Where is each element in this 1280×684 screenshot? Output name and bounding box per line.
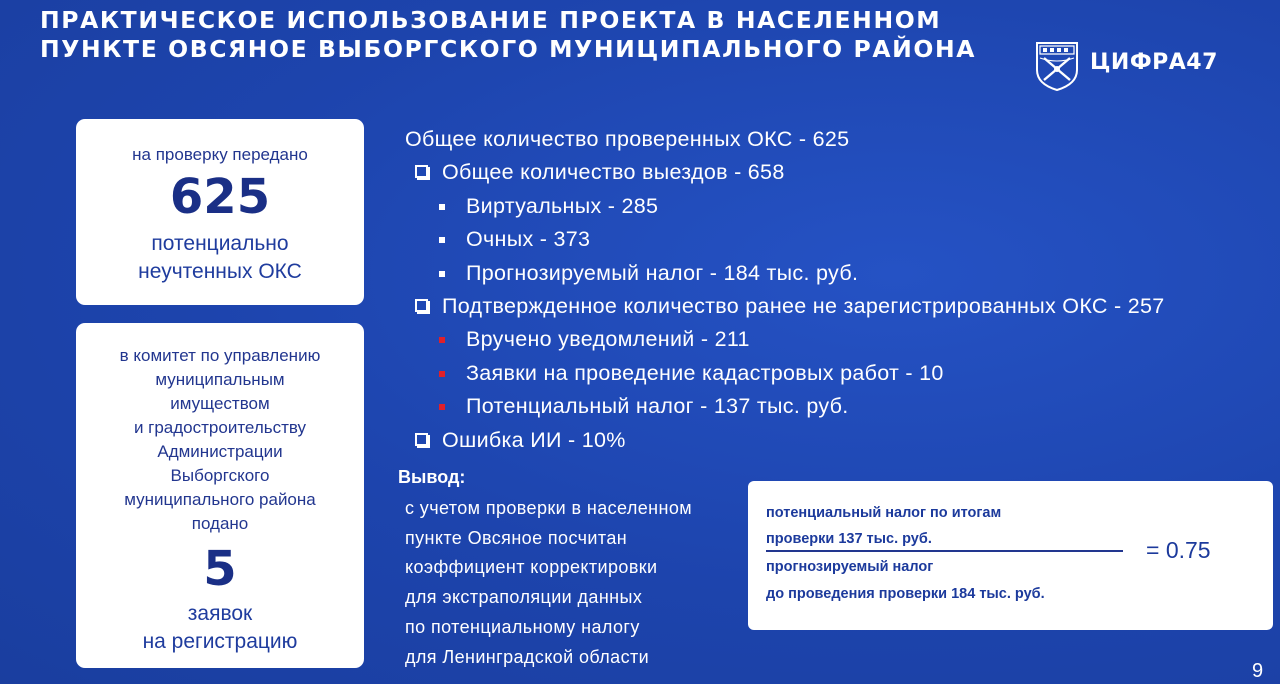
applications-caption-line: и градостроительству [133,418,307,437]
list-item-notices [405,323,1165,356]
applications-caption-line: муниципальным [155,370,285,389]
submitted-sub-1: потенциально [151,232,289,255]
slide-title-line-2: ПУНКТЕ ОВСЯНОЕ ВЫБОРГСКОГО МУНИЦИПАЛЬНОГО РАЙОНА [40,35,977,63]
applications-caption-line: в комитет по управлению [119,346,321,365]
conclusion-line: пункте Овсяное посчитан [405,527,628,548]
coat-of-arms-icon [1034,40,1080,92]
list-header: Общее количество проверенных ОКС - 625 [405,127,850,151]
list-item-label: Подтвержденное количество ранее не зарегистрированных ОКС - 257 [442,294,1165,319]
list-item-cadastral [405,357,1165,390]
list-item-confirmed [405,290,1165,323]
list-item-label: Вручено уведомлений - 211 [466,327,750,352]
square-bullet-icon [439,237,445,243]
conclusion-line: с учетом проверки в населенном [405,498,693,518]
list-item-error [405,424,1165,457]
checkbox-bullet-icon [415,433,428,446]
list-item-label: Общее количество выездов - 658 [442,160,785,185]
submitted-sub-2: неучтенных ОКС [138,260,302,283]
list-item-label: Очных - 373 [466,227,591,252]
checkbox-bullet-icon [415,299,428,312]
list-item-label: Виртуальных - 285 [466,193,659,218]
applications-caption-line: муниципального района [124,490,316,509]
list-item-visits [405,156,1165,189]
submitted-caption: на проверку передано [132,145,308,164]
page-number: 9 [1252,660,1264,682]
formula-denominator-line-2: до проведения проверки 184 тыс. руб. [766,586,1045,602]
formula-numerator-line-2: проверки 137 тыс. руб. [766,531,932,547]
conclusion-label: Вывод: [398,467,466,487]
formula-numerator-line-1: потенциальный налог по итогам [766,505,1002,521]
submitted-card [76,119,364,305]
square-bullet-icon [439,271,445,277]
list-item-label: Ошибка ИИ - 10% [442,427,626,452]
list-item-virtual [405,190,1165,223]
conclusion-line: по потенциальному налогу [405,616,640,637]
applications-number: 5 [203,541,237,597]
conclusion-line: коэффициент корректировки [405,557,658,578]
fraction-bar [766,550,1123,552]
applications-card [76,323,364,668]
red-square-bullet-icon [439,337,445,343]
applications-caption [76,344,364,536]
formula-box [748,481,1273,630]
red-square-bullet-icon [439,371,445,377]
slide-title-line-1: ПРАКТИЧЕСКОЕ ИСПОЛЬЗОВАНИЕ ПРОЕКТА В НАСЕЛЕННОМ [40,6,942,34]
formula-result: = 0.75 [1146,537,1211,563]
conclusion-line: для экстраполяции данных [405,587,643,608]
list-item-label: Заявки на проведение кадастровых работ - 10 [466,360,944,385]
checkbox-bullet-icon [415,165,428,178]
conclusion-text [405,494,692,672]
list-item-forecast-tax [405,257,1165,290]
applications-sub-2: на регистрацию [142,630,298,653]
list-item-potential-tax [405,390,1165,423]
applications-caption-line: Выборгского [170,466,270,485]
applications-caption-line: Администрации [157,442,283,461]
red-square-bullet-icon [439,404,445,410]
conclusion-line: для Ленинградской области [405,646,650,667]
list-item-inperson [405,223,1165,256]
applications-caption-line: имуществом [170,394,270,413]
square-bullet-icon [439,204,445,210]
formula-denominator-line-1: прогнозируемый налог [766,559,934,575]
brand-logo-text: ЦИФРА47 [1090,50,1218,75]
statistics-list [405,123,1165,457]
slide-title [40,6,1030,64]
applications-caption-line: подано [191,514,249,533]
list-item-label: Прогнозируемый налог - 184 тыс. руб. [466,260,859,285]
list-item-label: Потенциальный налог - 137 тыс. руб. [466,394,849,419]
submitted-number: 625 [169,169,271,225]
applications-sub-1: заявок [187,602,253,625]
